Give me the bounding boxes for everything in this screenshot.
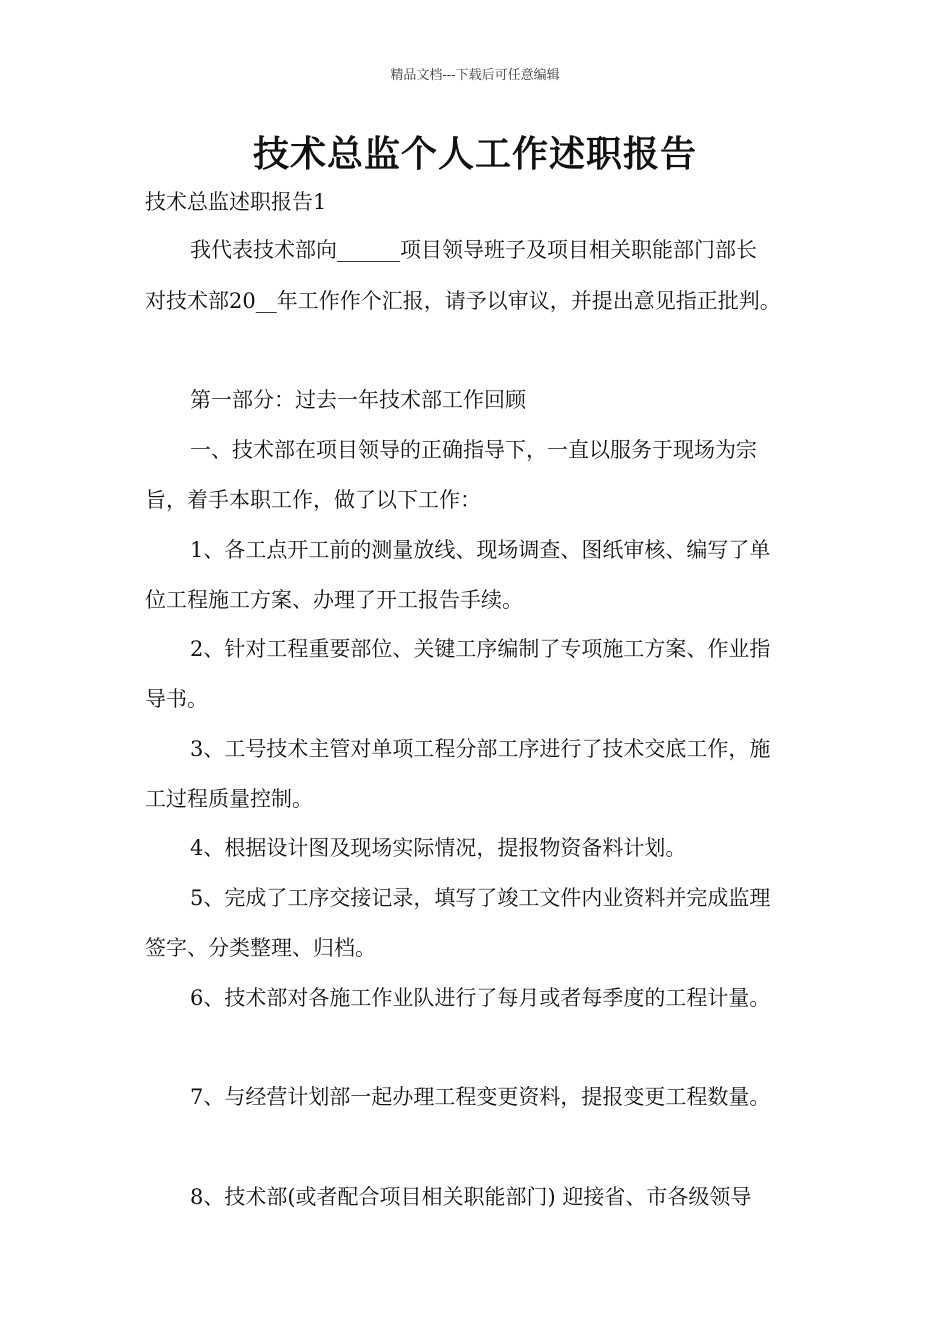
list-item-line: 7、与经营计划部一起办理工程变更资料，提报变更工程数量。 [190,1085,771,1109]
paragraph-line: 旨，着手本职工作，做了以下工作： [145,488,481,512]
list-item-line: 位工程施工方案、办理了开工报告手续。 [145,588,523,612]
subtitle-line: 技术总监述职报告1 [145,190,327,214]
section-heading: 第一部分：过去一年技术部工作回顾 [190,388,526,412]
paragraph-line: 一、技术部在项目领导的正确指导下，一直以服务于现场为宗 [190,438,757,462]
header-note: 精品文档---下载后可任意编辑 [390,68,560,83]
paragraph-line: 我代表技术部向______项目领导班子及项目相关职能部门部长 [190,238,757,262]
list-item-line: 5、完成了工序交接记录，填写了竣工文件内业资料并完成监理 [190,886,771,910]
list-item-line: 6、技术部对各施工作业队进行了每月或者每季度的工程计量。 [190,986,771,1010]
list-item-line: 4、根据设计图及现场实际情况，提报物资备料计划。 [190,836,687,860]
list-item-line: 3、工号技术主管对单项工程分部工序进行了技术交底工作，施 [190,737,771,761]
list-item-line: 导书。 [145,687,208,711]
list-item-line: 签字、分类整理、归档。 [145,936,376,960]
list-item-line: 8、技术部(或者配合项目相关职能部门) 迎接省、市各级领导 [190,1185,752,1209]
document-title: 技术总监个人工作述职报告 [252,133,697,175]
list-item-line: 2、针对工程重要部位、关键工序编制了专项施工方案、作业指 [190,637,771,661]
paragraph-line: 对技术部20__年工作作个汇报，请予以审议，并提出意见指正批判。 [145,289,781,313]
list-item-line: 工过程质量控制。 [145,787,313,811]
list-item-line: 1、各工点开工前的测量放线、现场调查、图纸审核、编写了单 [190,538,771,562]
